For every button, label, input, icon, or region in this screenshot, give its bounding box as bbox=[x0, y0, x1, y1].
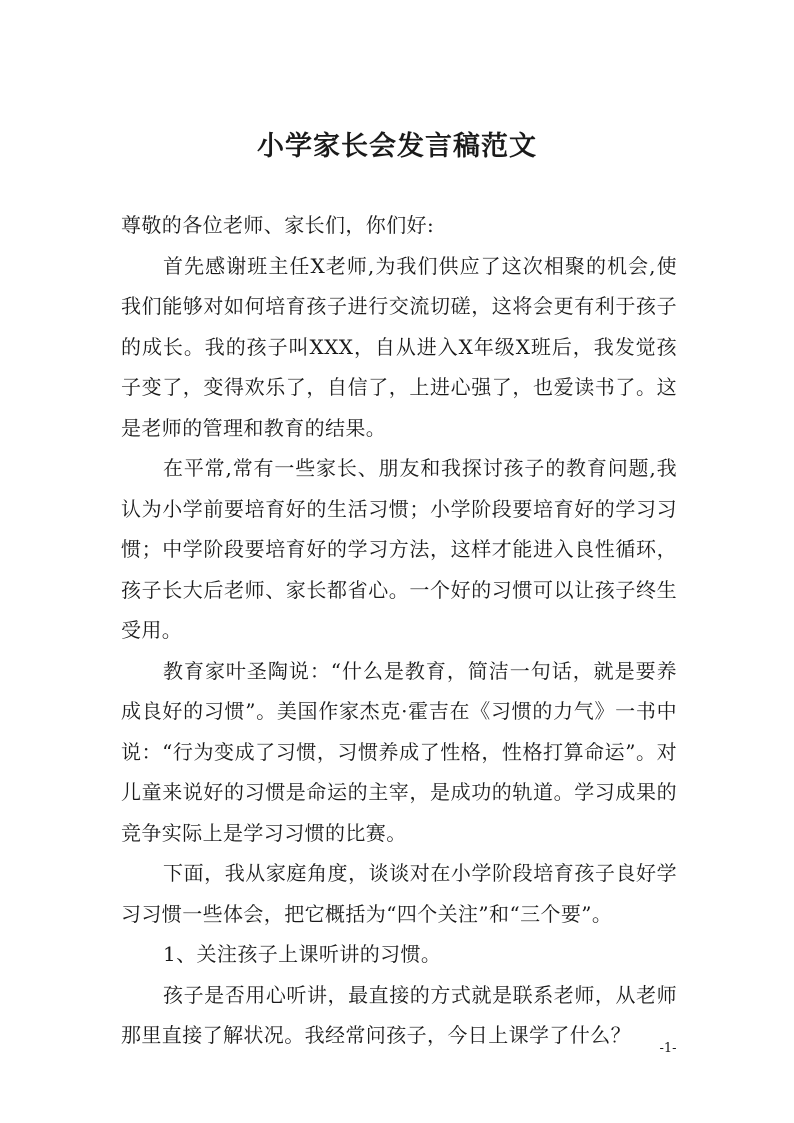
salutation-paragraph: 尊敬的各位老师、家长们，你们好: bbox=[121, 213, 435, 237]
body-paragraph: 在平常,常有一些家长、朋友和我探讨孩子的教育问题,我认为小学前要培育好的生活习惯；小学阶段要培育好的学习习惯；中学阶段要培育好的学习方法，这样才能进入良性循环，孩子长大后老师、家长都省心。一个好的习惯可以让孩子终生受用。 bbox=[121, 456, 677, 642]
page-number: -1- bbox=[659, 1041, 677, 1056]
body-paragraph: 首先感谢班主任X老师,为我们供应了这次相聚的机会,使我们能够对如何培育孩子进行交流切磋，这将会更有利于孩子的成长。我的孩子叫XXX，自从进入X年级X班后，我发觉孩子变了，变得欢乐了，自信了，上进心强了，也爱读书了。这是老师的管理和教育的结果。 bbox=[121, 253, 677, 440]
document-title: 小学家长会发言稿范文 bbox=[257, 131, 537, 163]
section-heading: 1、关注孩子上课听讲的习惯。 bbox=[163, 942, 442, 966]
body-paragraph: 下面，我从家庭角度，谈谈对在小学阶段培育孩子良好学习习惯一些体会，把它概括为“四个关注”和“三个要”。 bbox=[121, 861, 677, 926]
body-paragraph: 孩子是否用心听讲，最直接的方式就是联系老师，从老师那里直接了解状况。我经常问孩子，今日上课学了什么？ bbox=[121, 982, 677, 1047]
document-body bbox=[121, 205, 677, 1056]
body-paragraph: 教育家叶圣陶说：“什么是教育，简洁一句话，就是要养成良好的习惯”。美国作家杰克·霍吉在《习惯的力气》一书中说：“行为变成了习惯，习惯养成了性格，性格打算命运”。对儿童来说好的习惯是命运的主宰，是成功的轨道。学习成果的竞争实际上是学习习惯的比赛。 bbox=[121, 658, 677, 845]
